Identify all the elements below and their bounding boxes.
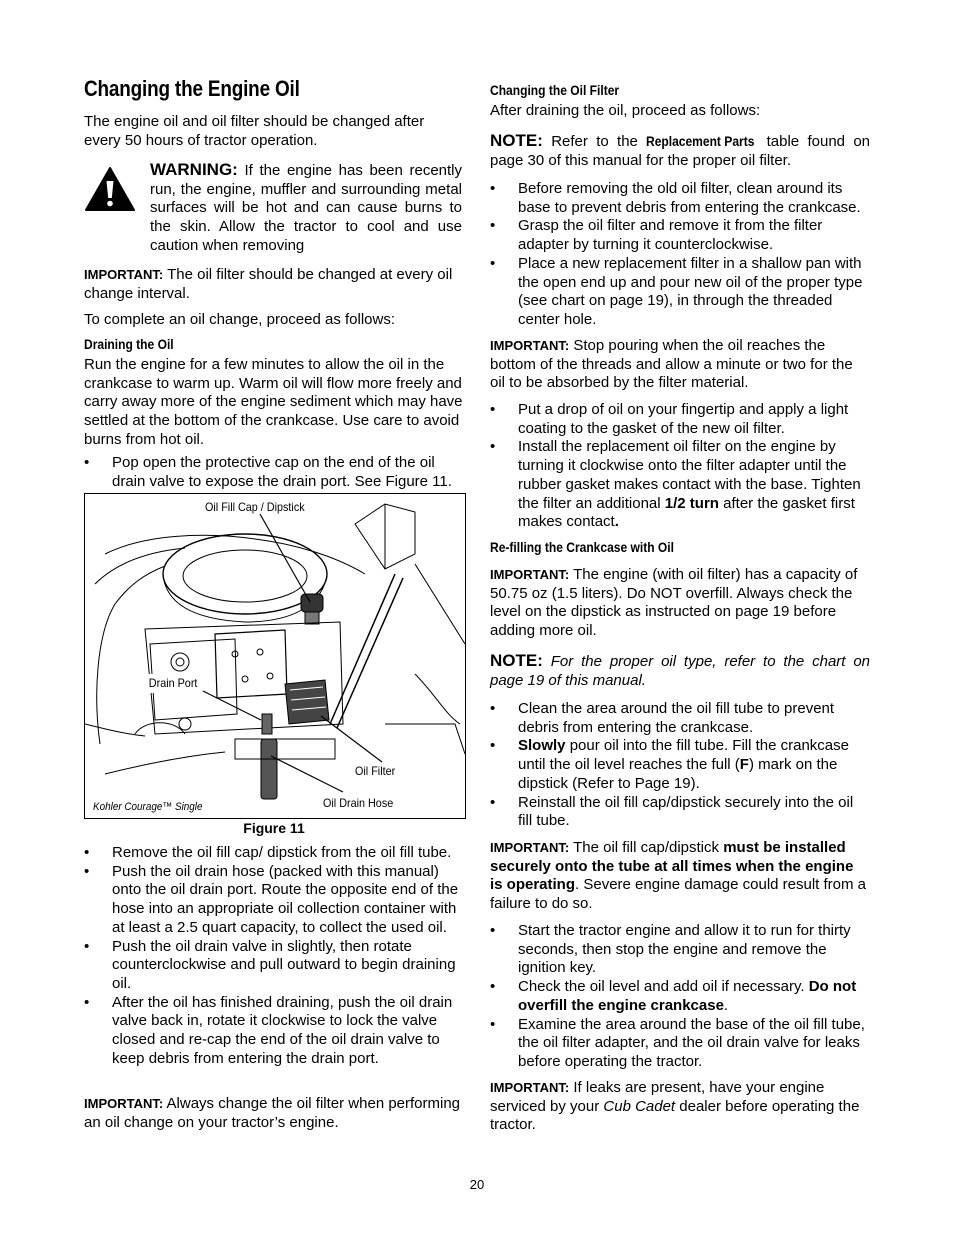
list-item: • Slowly pour oil into the fill tube. Fill the crankcase until the oil level reaches the full (F) mark on the dipstick (Refer to Page 19). bbox=[490, 737, 870, 793]
note-label: NOTE: bbox=[490, 131, 543, 150]
list-item: • Clean the area around the oil fill tube to prevent debris from entering the crankcase. bbox=[490, 700, 870, 737]
list-item: • Grasp the oil filter and remove it from the filter adapter by turning it counterclockwise. bbox=[490, 217, 870, 254]
important-text: The oil filter should be changed at every oil change interval. bbox=[84, 266, 453, 302]
refill-steps-list-2 bbox=[490, 922, 870, 1072]
refill-important-3: IMPORTANT: If leaks are present, have your engine serviced by your Cub Cadet dealer before operating the tractor. bbox=[490, 1079, 860, 1134]
note-text: Refer to the bbox=[551, 133, 638, 150]
refill-note bbox=[490, 652, 870, 690]
filter-note bbox=[490, 132, 870, 170]
important-label: IMPORTANT: bbox=[490, 338, 570, 353]
warning-triangle-icon bbox=[84, 166, 136, 218]
important-label: IMPORTANT: bbox=[84, 1096, 164, 1111]
filter-heading: Changing the Oil Filter bbox=[490, 82, 620, 98]
refill-heading: Re-filling the Crankcase with Oil bbox=[490, 539, 674, 555]
list-item: • Push the oil drain valve in slightly, then rotate counterclockwise and pull outward to begin draining oil. bbox=[84, 938, 464, 994]
replacement-parts-ref: Replacement Parts bbox=[646, 133, 755, 149]
draining-bullet-list-1 bbox=[84, 454, 464, 491]
list-item: • Install the replacement oil filter on the engine by turning it clockwise onto the filter adapter until the rubber gasket makes contact with the base. Tighten the filter an additional 1/2 turn after the gasket first makes contact. bbox=[490, 438, 870, 532]
warning-text: If the engine has been recently run, the engine, muffler and surrounding metal surfaces will be hot and can cause burns to the skin. Allow the tractor to cool and use caution when removing bbox=[150, 162, 462, 254]
important-note-2 bbox=[84, 1095, 464, 1132]
refill-steps-list bbox=[490, 700, 870, 831]
important-label: IMPORTANT: bbox=[490, 840, 570, 855]
list-item: • Pop open the protective cap on the end of the oil drain valve to expose the drain port. See Figure 11. bbox=[84, 454, 464, 491]
bold-text: must be installed securely onto the tube at all times when the engine is operating bbox=[490, 839, 854, 894]
list-item: • Remove the oil fill cap/ dipstick from the oil fill tube. bbox=[84, 844, 464, 863]
warning-block bbox=[150, 161, 462, 256]
important-text: Always change the oil filter when performing an oil change on your tractor’s engine. bbox=[84, 1095, 461, 1131]
warning-label: WARNING: bbox=[150, 160, 238, 179]
list-item: • Start the tractor engine and allow it to run for thirty seconds, then stop the engine and remove the ignition key. bbox=[490, 922, 870, 978]
label-engine-model: Kohler Courage™ Single bbox=[93, 801, 203, 813]
important-label: IMPORTANT: bbox=[490, 567, 570, 582]
filter-steps-list-2 bbox=[490, 401, 870, 532]
note-text: table found on page 30 of this manual for the proper oil filter. bbox=[490, 133, 871, 169]
label-oil-fill-cap: Oil Fill Cap / Dipstick bbox=[205, 500, 305, 514]
list-item: • Before removing the old oil filter, clean around its base to prevent debris from entering the crankcase. bbox=[490, 180, 870, 217]
filter-intro: After draining the oil, proceed as follows: bbox=[490, 102, 761, 119]
intro-text: The engine oil and oil filter should be changed after every 50 hours of tractor operation. bbox=[84, 113, 425, 149]
label-oil-filter: Oil Filter bbox=[355, 764, 396, 778]
draining-text: Run the engine for a few minutes to allow the oil in the crankcase to warm up. Warm oil will flow more freely and carry away more of the engine sediment which may have settled at the bottom of the crankcase. Use care to avoid burns from hot oil. bbox=[84, 356, 463, 448]
list-item: • After the oil has finished draining, push the oil drain valve back in, rotate it clockwise to lock the valve closed and re-cap the end of the oil drain valve to keep debris from entering the drain port. bbox=[84, 994, 464, 1069]
list-item: • Push the oil drain hose (packed with this manual) onto the oil drain port. Route the opposite end of the hose into an appropriate oil collection container with at least a 2.5 quart capacity, to collect the used oil. bbox=[84, 863, 464, 938]
engine-illustration bbox=[85, 494, 465, 818]
important-text: The engine (with oil filter) has a capacity of 50.75 oz (1.5 liters). Do NOT overfill. Always check the level on the dipstick as instructed on page 19 before adding more oil. bbox=[490, 566, 858, 640]
draining-heading: Draining the Oil bbox=[84, 336, 174, 352]
proceed-text: To complete an oil change, proceed as follows: bbox=[84, 311, 396, 328]
note-text: For the proper oil type, refer to the chart on page 19 of this manual. bbox=[490, 653, 871, 689]
refill-important-2: IMPORTANT: The oil fill cap/dipstick must be installed securely onto the tube at all times when the engine is operating. Severe engine damage could result from a failure to do so. bbox=[490, 839, 867, 913]
note-label: NOTE: bbox=[490, 651, 543, 670]
filter-important bbox=[490, 337, 870, 393]
filter-steps-list bbox=[490, 180, 870, 330]
list-item: • Put a drop of oil on your fingertip and apply a light coating to the gasket of the new oil filter. bbox=[490, 401, 870, 438]
list-item: • Reinstall the oil fill cap/dipstick securely into the oil fill tube. bbox=[490, 794, 870, 831]
list-item: • Check the oil level and add oil if necessary. Do not overfill the engine crankcase. bbox=[490, 978, 870, 1015]
figure-11-engine-diagram bbox=[84, 493, 466, 819]
page-number: 20 bbox=[469, 1177, 485, 1192]
important-label: IMPORTANT: bbox=[84, 267, 164, 282]
important-text: Stop pouring when the oil reaches the bottom of the threads and allow a minute or two for the oil to be absorbed by the filter material. bbox=[490, 337, 853, 392]
refill-important bbox=[490, 566, 870, 641]
important-note-1 bbox=[84, 266, 464, 303]
list-item: • Place a new replacement filter in a shallow pan with the open end up and pour new oil of the proper type (see chart on page 19), in through the threaded center hole. bbox=[490, 255, 870, 330]
label-oil-drain-hose: Oil Drain Hose bbox=[323, 796, 394, 810]
page-title: Changing the Engine Oil bbox=[84, 76, 300, 101]
label-drain-port: Drain Port bbox=[147, 674, 199, 693]
brand-name: Cub Cadet bbox=[603, 1097, 676, 1115]
figure-caption: Figure 11 bbox=[243, 820, 305, 836]
draining-steps-list bbox=[84, 844, 464, 1068]
list-item: • Examine the area around the base of the oil fill tube, the oil filter adapter, and the oil drain valve for leaks before operating the tractor. bbox=[490, 1016, 870, 1072]
bold-text: 1/2 turn bbox=[664, 494, 719, 512]
important-label: IMPORTANT: bbox=[490, 1080, 570, 1095]
